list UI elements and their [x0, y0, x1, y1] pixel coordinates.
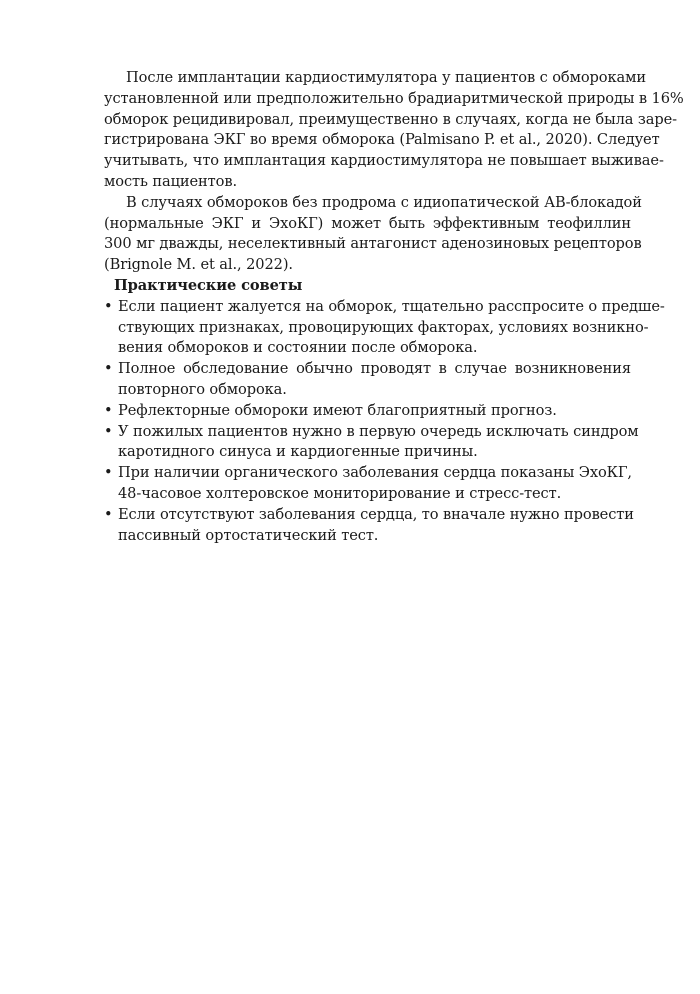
paragraph-line: обморок рецидивировал, преимущественно в случаях, когда не была заре-: [104, 110, 678, 128]
paragraph-line: установленной или предположительно брадиаритмической природы в 16%: [104, 89, 684, 107]
tip-item: [104, 401, 631, 422]
paragraph-line: мость пациентов.: [104, 172, 237, 190]
practical-tips-list: [104, 297, 665, 547]
paragraph-line: учитывать, что имплантация кардиостимулятора не повышает выживае-: [104, 152, 664, 170]
paragraph-line: В случаях обмороков без продрома с идиопатической АВ-блокадой: [126, 193, 642, 211]
tip-line: каротидного синуса и кардиогенные причины.: [118, 443, 478, 461]
tip-line: Рефлекторные обмороки имеют благоприятный прогноз.: [118, 401, 557, 419]
paragraph-pacemaker: [104, 68, 684, 193]
tip-line: пассивный ортостатический тест.: [118, 526, 379, 544]
tip-item: [104, 422, 639, 464]
tip-line: ствующих признаках, провоцирующих факторах, условиях возникно-: [118, 318, 649, 336]
tip-item: [104, 359, 631, 401]
paragraph-line: гистрирована ЭКГ во время обморока (Palmisano P. et al., 2020). Следует: [104, 131, 660, 149]
tip-line: При наличии органического заболевания сердца показаны ЭхоКГ,: [118, 464, 632, 482]
text-body: [104, 68, 684, 546]
bullet-icon: •: [104, 464, 113, 482]
bullet-icon: •: [104, 360, 113, 378]
bullet-icon: •: [104, 505, 113, 523]
paragraph-theophylline: [104, 193, 642, 276]
tip-line: Если пациент жалуется на обморок, тщательно расспросите о предше-: [118, 297, 665, 315]
tip-item: [104, 297, 665, 359]
tip-item: [104, 505, 634, 547]
paragraph-line: (Brignole M. et al., 2022).: [104, 256, 293, 274]
tip-item: [104, 463, 631, 505]
paragraph-line: 300 мг дважды, неселективный антагонист аденозиновых рецепторов: [104, 235, 642, 253]
bullet-icon: •: [104, 297, 113, 315]
tip-line: повторного обморока.: [118, 380, 287, 398]
paragraph-line: (нормальные ЭКГ и ЭхоКГ) может быть эффективным теофиллин: [104, 214, 631, 232]
tip-line: У пожилых пациентов нужно в первую очередь исключать синдром: [118, 422, 639, 440]
tip-line: 48-часовое холтеровское мониторирование и стресс-тест.: [118, 484, 562, 502]
tip-line: вения обмороков и состоянии после обморока.: [118, 339, 478, 357]
bullet-icon: •: [104, 422, 113, 440]
practical-tips-heading: Практические советы: [114, 276, 303, 294]
tip-line: Полное обследование обычно проводят в случае возникновения: [118, 360, 631, 378]
paragraph-line: После имплантации кардиостимулятора у пациентов с обмороками: [126, 69, 646, 86]
bullet-icon: •: [104, 401, 113, 419]
tip-line: Если отсутствуют заболевания сердца, то вначале нужно провести: [118, 505, 634, 523]
